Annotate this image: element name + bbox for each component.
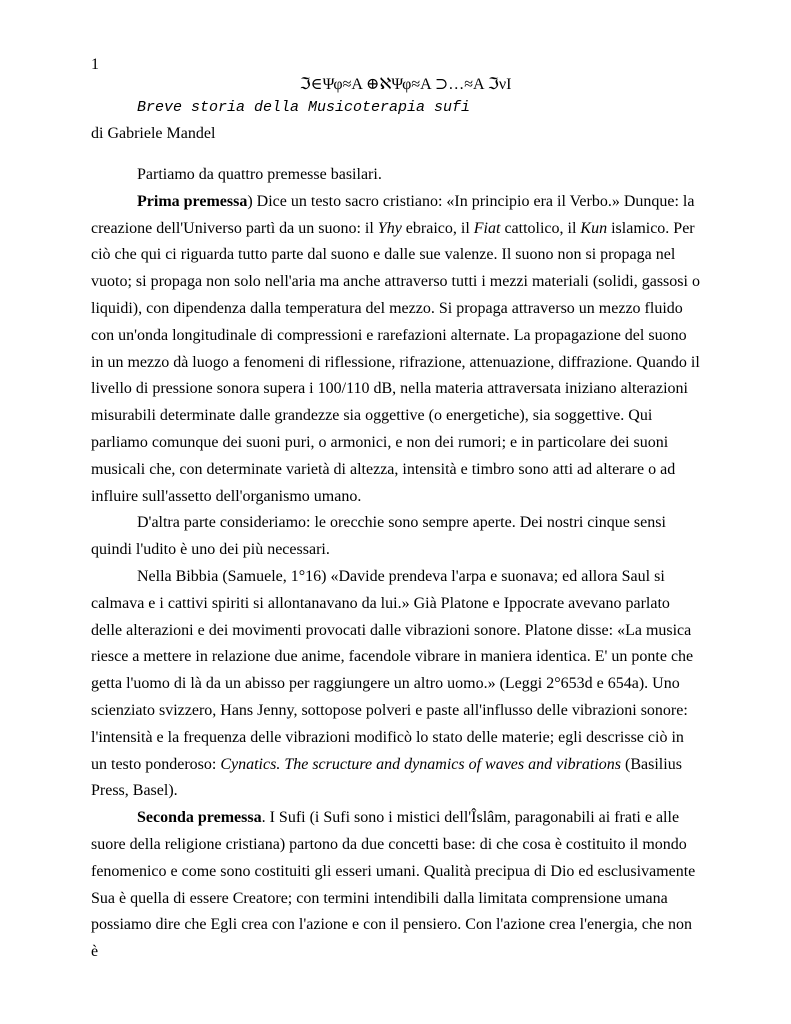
paragraph-text: (Basilius Press, Basel).: [91, 755, 682, 800]
paragraph-second-premise: [91, 805, 701, 966]
paragraph-text: ebraico, il: [401, 219, 474, 237]
paragraph-senses: [91, 510, 701, 564]
paragraph-bible: [91, 564, 701, 805]
symbol-title: ℑ∈Ψφ≈Α ⊕ℵΨφ≈Α ⊃…≈Α ℑνΙ: [299, 76, 512, 93]
premise-label: Seconda premessa: [137, 809, 262, 827]
paragraph-text: Nella Bibbia (Samuele, 1°16) «Davide prendeva l'arpa e suonava; ed allora Saul si calmava e i cattivi spiriti si allontanavano da lui.» Già Platone e Ippocrate avevano parlato delle alterazioni e dei movimenti provocati dalle vibrazioni sonore. Platone disse: «La musica riesce a mettere in relazione due anime, facendole vibrare in maniera identica. E' un ponte che getta l'uomo di là da un abisso per raggiungere un altro uomo.» (Leggi 2°653d e 654a). Uno scienziato svizzero, Hans Jenny, sottopose polveri e paste all'influsso delle vibrazioni sonore: l'intensità e la frequenza delle vibrazioni modificò lo stato delle materie; egli descrisse ciò in un testo ponderoso:: [91, 567, 694, 773]
author-line: di Gabriele Mandel: [91, 125, 216, 142]
document-body: [91, 162, 701, 966]
premise-label: Prima premessa: [137, 192, 248, 210]
paragraph-text: Partiamo da quattro premesse basilari.: [137, 166, 382, 183]
paragraph-text: D'altra parte consideriamo: le orecchie sono sempre aperte. Dei nostri cinque sensi quindi l'udito è uno dei più necessari.: [91, 514, 666, 559]
book-title: Cynatics. The scructure and dynamics of waves and vibrations: [220, 755, 622, 773]
paragraph-first-premise: [91, 189, 701, 511]
paragraph-text: islamico. Per ciò che qui ci riguarda tutto parte dal suono e dalle sue valenze. Il suono non si propaga nel vuoto; si propaga non solo nell'aria ma anche attraverso tutti i mezzi materiali (solidi, gassosi o liquidi), con dipendenza dalla temperatura del mezzo. Si propaga attraverso un mezzo fluido con un'onda longitudinale di compressioni e rarefazioni alternate. La propagazione del suono in un mezzo dà luogo a fenomeni di riflessione, rifrazione, attenuazione, diffrazione. Quando il livello di pressione sonora supera i 100/110 dB, nella materia attraversata iniziano alterazioni misurabili determinate dalle grandezze sia oggettive (o energetiche), sia soggettive. Qui parliamo comunque dei suoni puri, o armonici, e non dei rumori; e in particolare dei suoni musicali che, con determinate varietà di altezza, intensità e timbro sono atti ad alterare o ad influire sull'assetto dell'organismo umano.: [91, 219, 700, 505]
term-yhy: Yhy: [377, 219, 402, 237]
term-kun: Kun: [580, 219, 608, 237]
paragraph-text: . I Sufi (i Sufi sono i mistici dell'Îslâm, paragonabili ai frati e alle suore della religione cristiana) partono da due concetti base: di che cosa è costituito il mondo fenomenico e come sono costituiti gli esseri umani. Qualità precipua di Dio ed esclusivamente Sua è quella di essere Creatore; con termini intendibili dalla limitata comprensione umana possiamo dire che Egli crea con l'azione e con il pensiero. Con l'azione crea l'energia, che non è: [91, 809, 696, 961]
paragraph-intro: [91, 162, 701, 189]
page-number: 1: [91, 56, 99, 73]
term-fiat: Fiat: [473, 219, 501, 237]
paragraph-text: cattolico, il: [500, 219, 581, 237]
document-subtitle: Breve storia della Musicoterapia sufi: [137, 99, 471, 116]
paragraph-text: ) Dice un testo sacro cristiano: «In principio era il Verbo.» Dunque: la creazione dell'Universo partì da un suono: il: [91, 192, 695, 237]
